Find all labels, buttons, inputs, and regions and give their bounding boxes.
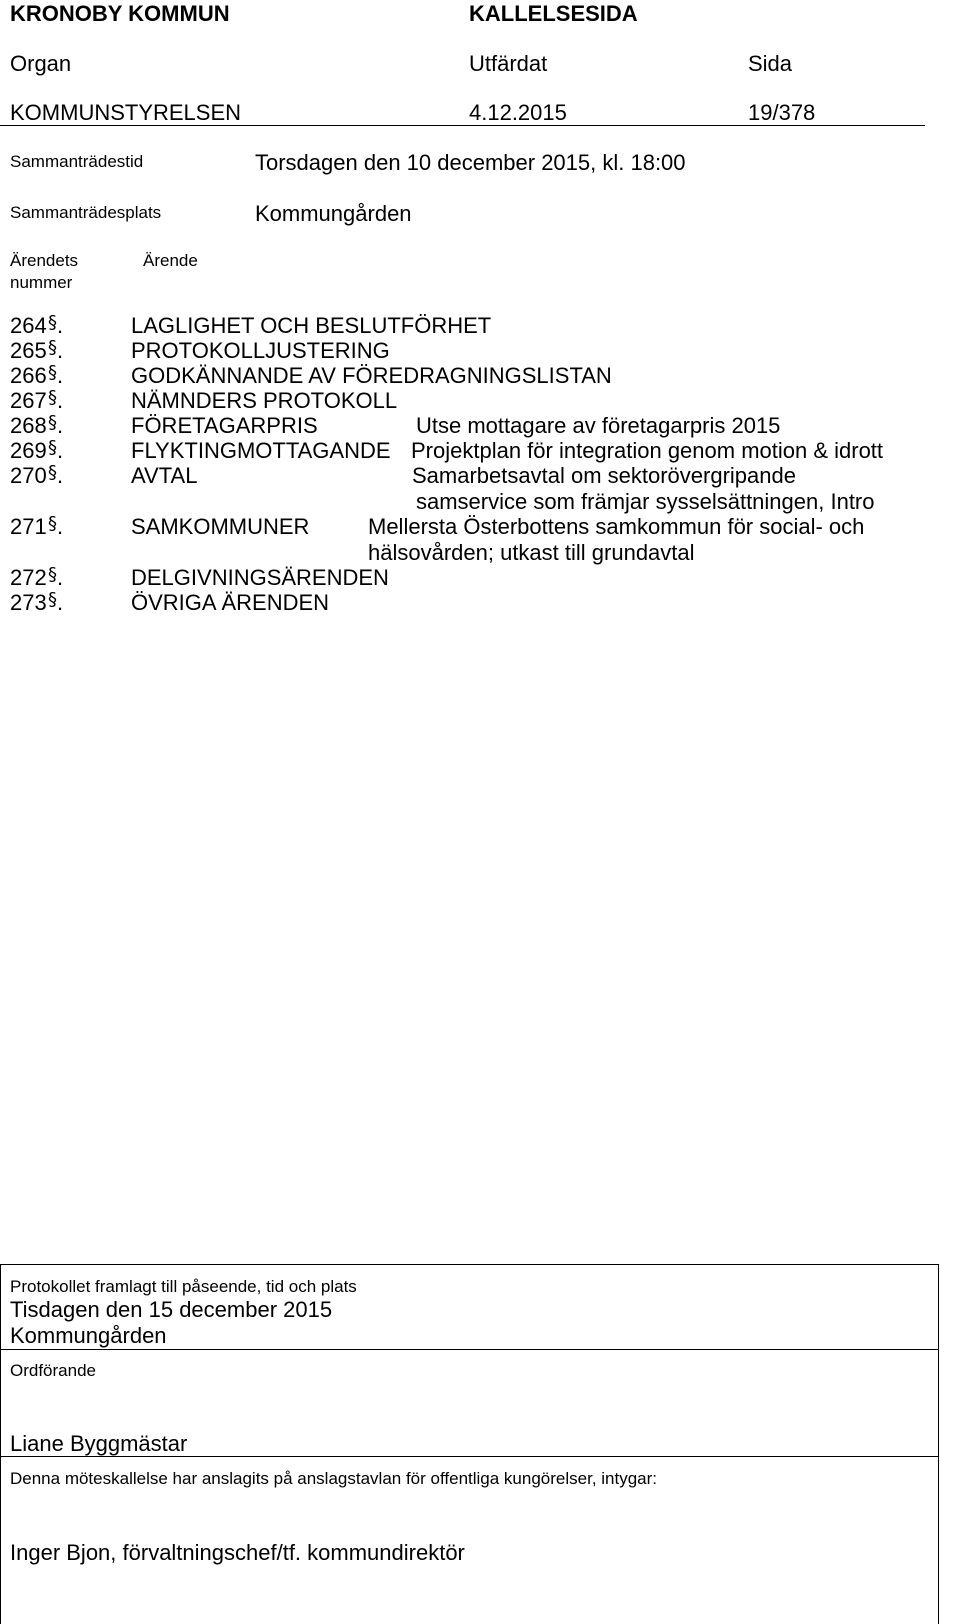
footer-divider-1 xyxy=(0,1349,939,1350)
posted-place: Kommungården xyxy=(10,1323,167,1348)
item-number: 273 xyxy=(10,590,47,615)
item-title: LAGLIGHET OCH BESLUTFÖRHET xyxy=(131,313,492,338)
item-title: DELGIVNINGSÄRENDEN xyxy=(131,565,389,590)
item-title: AVTAL xyxy=(131,463,198,488)
item-number: 266 xyxy=(10,363,47,388)
item-dot: . xyxy=(57,463,64,488)
item-dot: . xyxy=(57,338,64,363)
meeting-time-value: Torsdagen den 10 december 2015, kl. 18:00 xyxy=(255,150,686,175)
footer-left-border xyxy=(0,1264,1,1624)
item-title: GODKÄNNANDE AV FÖREDRAGNINGSLISTAN xyxy=(131,363,612,388)
item-description-line2: hälsovården; utkast till grundavtal xyxy=(368,540,695,565)
matter-column-label: Ärende xyxy=(143,251,198,270)
item-title: PROTOKOLLJUSTERING xyxy=(131,338,390,363)
agenda-item xyxy=(10,313,920,339)
item-dot: . xyxy=(57,438,64,463)
footer-right-border xyxy=(938,1264,939,1624)
notice-text: Denna möteskallelse har anslagits på anslagstavlan för offentliga kungörelser, intygar: xyxy=(10,1469,658,1488)
agenda-item xyxy=(10,565,920,591)
page-label: Sida xyxy=(748,51,793,76)
agenda-item xyxy=(10,413,920,439)
footer-divider-2 xyxy=(0,1456,939,1457)
meeting-place-value: Kommungården xyxy=(255,201,412,226)
organ-value: KOMMUNSTYRELSEN xyxy=(10,100,242,125)
meeting-place-label: Sammanträdesplats xyxy=(10,203,162,222)
agenda-item xyxy=(10,514,920,566)
posted-label: Protokollet framlagt till påseende, tid och plats xyxy=(10,1277,357,1296)
section-sign: § xyxy=(48,412,57,433)
item-number: 272 xyxy=(10,565,47,590)
item-number: 267 xyxy=(10,388,47,413)
item-description: Projektplan för integration genom motion & idrott xyxy=(411,438,884,463)
item-title: ÖVRIGA ÄRENDEN xyxy=(131,590,330,615)
item-dot: . xyxy=(57,413,64,438)
organ-label: Organ xyxy=(10,51,72,76)
item-number: 269 xyxy=(10,438,47,463)
municipality-name: KRONOBY KOMMUN xyxy=(10,1,230,26)
item-title: SAMKOMMUNER xyxy=(131,514,310,539)
agenda-item xyxy=(10,463,920,515)
section-sign: § xyxy=(48,437,57,458)
issued-value: 4.12.2015 xyxy=(469,100,567,125)
section-sign: § xyxy=(48,337,57,358)
section-sign: § xyxy=(48,387,57,408)
meeting-time-label: Sammanträdestid xyxy=(10,152,144,171)
item-dot: . xyxy=(57,514,64,539)
posted-date: Tisdagen den 15 december 2015 xyxy=(10,1297,333,1322)
item-number: 270 xyxy=(10,463,47,488)
item-number: 268 xyxy=(10,413,47,438)
number-column-label: Ärendets xyxy=(10,251,79,270)
item-description: Utse mottagare av företagarpris 2015 xyxy=(416,413,781,438)
chair-label: Ordförande xyxy=(10,1361,96,1380)
section-sign: § xyxy=(48,312,57,333)
section-sign: § xyxy=(48,564,57,585)
certifier-name: Inger Bjon, förvaltningschef/tf. kommundirektör xyxy=(10,1540,465,1565)
item-title: FLYKTINGMOTTAGANDE xyxy=(131,438,391,463)
document-type: KALLELSESIDA xyxy=(469,1,638,26)
item-dot: . xyxy=(57,363,64,388)
agenda-item xyxy=(10,338,920,364)
item-description: Mellersta Österbottens samkommun för social- och xyxy=(368,514,865,539)
item-description: Samarbetsavtal om sektorövergripande xyxy=(412,463,796,488)
section-sign: § xyxy=(48,362,57,383)
section-sign: § xyxy=(48,589,57,610)
issued-label: Utfärdat xyxy=(469,51,548,76)
agenda-item xyxy=(10,590,920,616)
item-title: FÖRETAGARPRIS xyxy=(131,413,318,438)
agenda-item xyxy=(10,388,920,414)
section-sign: § xyxy=(48,513,57,534)
item-dot: . xyxy=(57,565,64,590)
item-number: 264 xyxy=(10,313,47,338)
chair-name: Liane Byggmästar xyxy=(10,1431,188,1456)
item-dot: . xyxy=(57,590,64,615)
number-column-label-line2: nummer xyxy=(10,273,73,292)
item-dot: . xyxy=(57,313,64,338)
item-title: NÄMNDERS PROTOKOLL xyxy=(131,388,398,413)
item-dot: . xyxy=(57,388,64,413)
footer-top-border xyxy=(0,1264,939,1265)
agenda-item xyxy=(10,438,920,464)
item-number: 265 xyxy=(10,338,47,363)
section-sign: § xyxy=(48,462,57,483)
page-value: 19/378 xyxy=(748,100,816,125)
agenda-item xyxy=(10,363,920,389)
item-number: 271 xyxy=(10,514,47,539)
item-description-line2: samservice som främjar sysselsättningen, Intro xyxy=(416,489,875,514)
header-divider xyxy=(0,125,925,126)
